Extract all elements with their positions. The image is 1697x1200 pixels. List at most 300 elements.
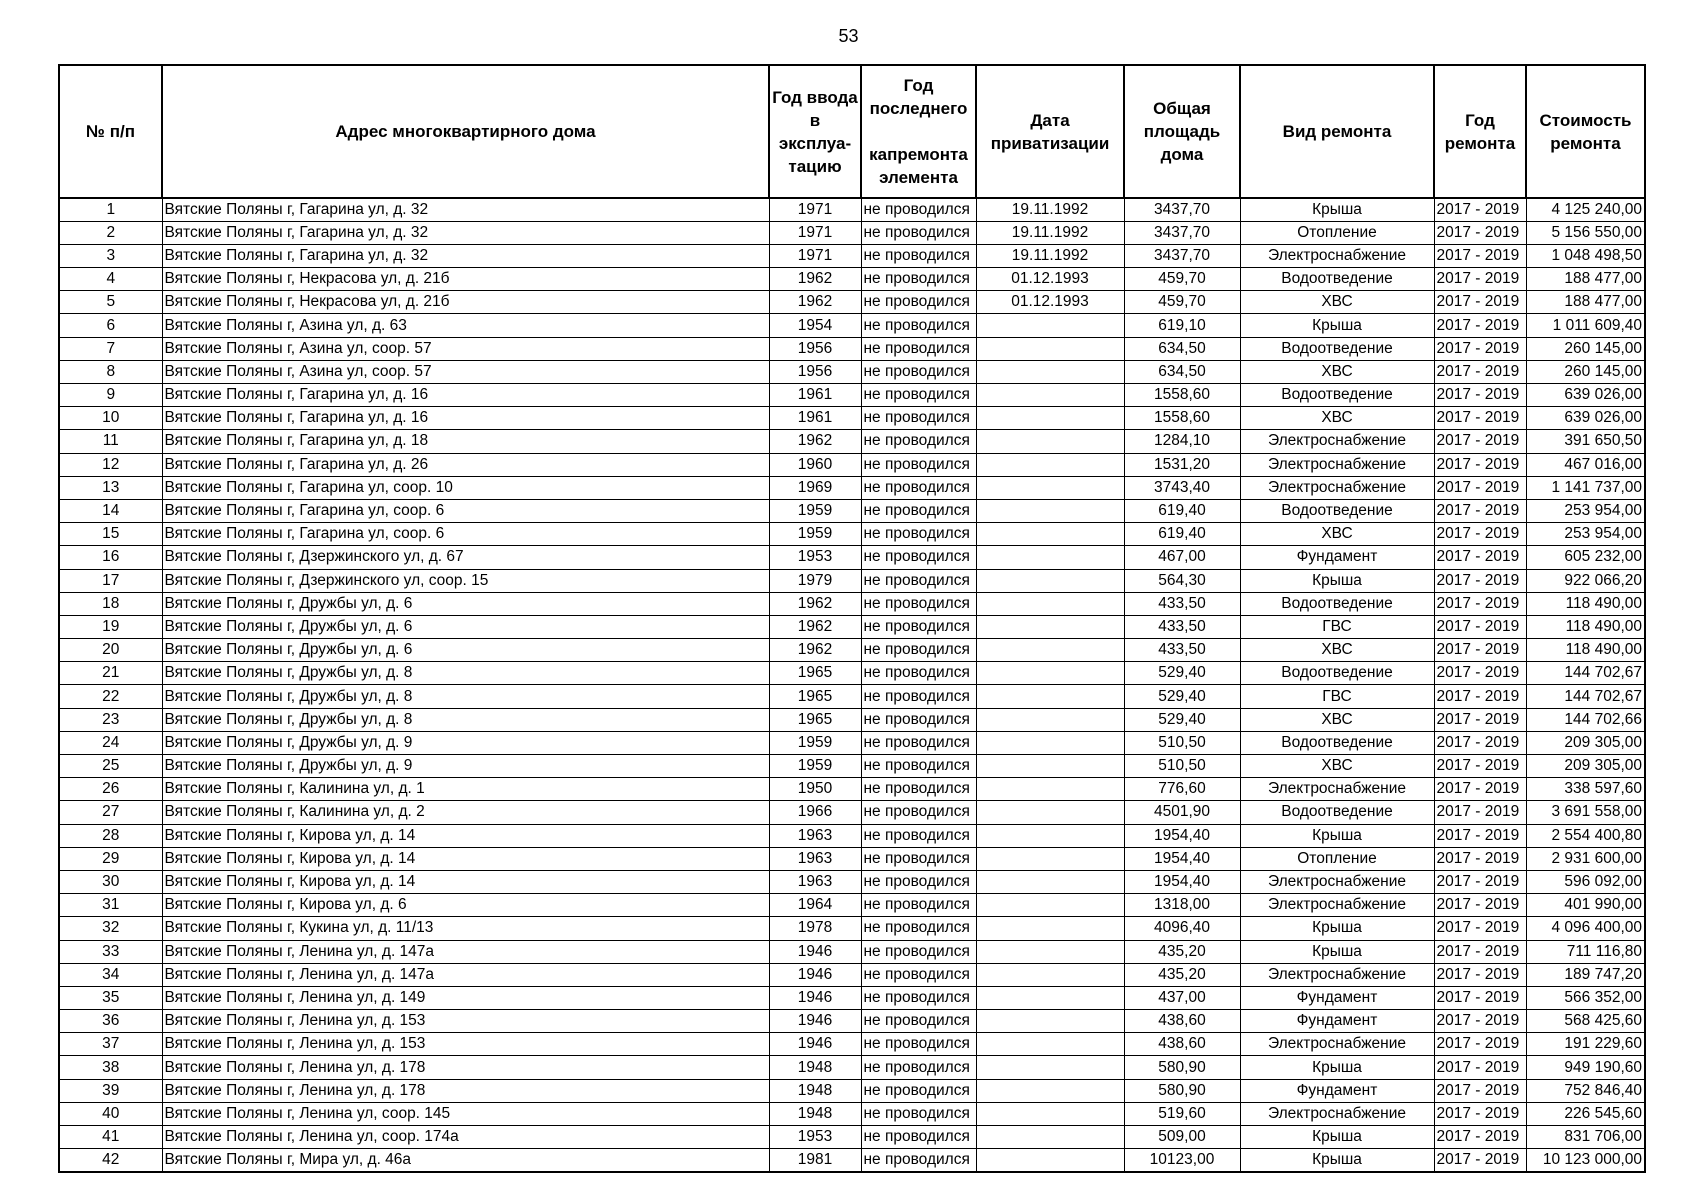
cell-year-built: 1971	[769, 244, 861, 267]
cell-cost: 639 026,00	[1526, 384, 1645, 407]
cell-repair-type: ХВС	[1240, 360, 1434, 383]
table-row	[59, 940, 1645, 963]
cell-repair-year: 2017 - 2019	[1434, 824, 1526, 847]
cell-year-built: 1962	[769, 430, 861, 453]
cell-cost: 596 092,00	[1526, 870, 1645, 893]
cell-repair-type: ХВС	[1240, 523, 1434, 546]
cell-num: 3	[59, 244, 162, 267]
cell-repair-type: Крыша	[1240, 198, 1434, 221]
header-repair-year: Год ремонта	[1434, 65, 1526, 198]
table-row	[59, 546, 1645, 569]
cell-area: 437,00	[1124, 986, 1240, 1009]
cell-repair-type: Фундамент	[1240, 986, 1434, 1009]
cell-privatization	[976, 615, 1124, 638]
cell-repair-type: Крыша	[1240, 824, 1434, 847]
cell-repair-year: 2017 - 2019	[1434, 986, 1526, 1009]
cell-cost: 188 477,00	[1526, 291, 1645, 314]
cell-num: 40	[59, 1102, 162, 1125]
cell-last-repair: не проводился	[861, 708, 976, 731]
cell-year-built: 1948	[769, 1079, 861, 1102]
cell-area: 459,70	[1124, 268, 1240, 291]
cell-privatization	[976, 894, 1124, 917]
cell-area: 10123,00	[1124, 1149, 1240, 1172]
cell-address: Вятские Поляны г, Ленина ул, соор. 145	[162, 1102, 769, 1125]
cell-area: 564,30	[1124, 569, 1240, 592]
cell-privatization	[976, 1149, 1124, 1172]
cell-repair-type: Фундамент	[1240, 1079, 1434, 1102]
cell-num: 38	[59, 1056, 162, 1079]
cell-cost: 260 145,00	[1526, 360, 1645, 383]
table-row	[59, 1079, 1645, 1102]
cell-privatization	[976, 963, 1124, 986]
cell-num: 19	[59, 615, 162, 638]
cell-address: Вятские Поляны г, Дзержинского ул, соор. 15	[162, 569, 769, 592]
cell-repair-type: ХВС	[1240, 291, 1434, 314]
cell-cost: 118 490,00	[1526, 615, 1645, 638]
cell-year-built: 1971	[769, 221, 861, 244]
cell-area: 435,20	[1124, 940, 1240, 963]
cell-area: 4501,90	[1124, 801, 1240, 824]
cell-last-repair: не проводился	[861, 986, 976, 1009]
cell-repair-type: Крыша	[1240, 1056, 1434, 1079]
cell-year-built: 1961	[769, 384, 861, 407]
cell-cost: 144 702,67	[1526, 662, 1645, 685]
table-row	[59, 1033, 1645, 1056]
table-row	[59, 569, 1645, 592]
cell-repair-year: 2017 - 2019	[1434, 592, 1526, 615]
cell-privatization	[976, 1056, 1124, 1079]
cell-repair-year: 2017 - 2019	[1434, 1056, 1526, 1079]
cell-year-built: 1965	[769, 662, 861, 685]
cell-privatization	[976, 847, 1124, 870]
cell-last-repair: не проводился	[861, 569, 976, 592]
cell-address: Вятские Поляны г, Гагарина ул, д. 32	[162, 198, 769, 221]
cell-last-repair: не проводился	[861, 824, 976, 847]
cell-num: 31	[59, 894, 162, 917]
cell-area: 509,00	[1124, 1126, 1240, 1149]
cell-num: 36	[59, 1010, 162, 1033]
cell-last-repair: не проводился	[861, 523, 976, 546]
cell-num: 2	[59, 221, 162, 244]
header-area: Общая площадь дома	[1124, 65, 1240, 198]
cell-privatization	[976, 870, 1124, 893]
cell-last-repair: не проводился	[861, 337, 976, 360]
table-row	[59, 360, 1645, 383]
cell-cost: 711 116,80	[1526, 940, 1645, 963]
cell-address: Вятские Поляны г, Калинина ул, д. 1	[162, 778, 769, 801]
table-row	[59, 407, 1645, 430]
cell-address: Вятские Поляны г, Ленина ул, соор. 174а	[162, 1126, 769, 1149]
cell-last-repair: не проводился	[861, 1056, 976, 1079]
cell-num: 23	[59, 708, 162, 731]
cell-cost: 5 156 550,00	[1526, 221, 1645, 244]
cell-address: Вятские Поляны г, Гагарина ул, соор. 10	[162, 476, 769, 499]
cell-repair-year: 2017 - 2019	[1434, 801, 1526, 824]
cell-area: 619,40	[1124, 523, 1240, 546]
cell-last-repair: не проводился	[861, 917, 976, 940]
cell-repair-year: 2017 - 2019	[1434, 1102, 1526, 1125]
cell-privatization	[976, 384, 1124, 407]
cell-privatization	[976, 592, 1124, 615]
cell-year-built: 1965	[769, 708, 861, 731]
cell-repair-type: Крыша	[1240, 1126, 1434, 1149]
cell-area: 1954,40	[1124, 847, 1240, 870]
cell-repair-type: Электроснабжение	[1240, 870, 1434, 893]
cell-last-repair: не проводился	[861, 1126, 976, 1149]
cell-last-repair: не проводился	[861, 940, 976, 963]
cell-repair-year: 2017 - 2019	[1434, 546, 1526, 569]
cell-repair-year: 2017 - 2019	[1434, 569, 1526, 592]
cell-num: 5	[59, 291, 162, 314]
cell-privatization	[976, 801, 1124, 824]
cell-area: 619,40	[1124, 499, 1240, 522]
cell-num: 21	[59, 662, 162, 685]
cell-repair-year: 2017 - 2019	[1434, 847, 1526, 870]
cell-area: 438,60	[1124, 1033, 1240, 1056]
cell-last-repair: не проводился	[861, 453, 976, 476]
cell-privatization	[976, 430, 1124, 453]
cell-year-built: 1962	[769, 592, 861, 615]
cell-area: 433,50	[1124, 639, 1240, 662]
cell-repair-type: Крыша	[1240, 1149, 1434, 1172]
cell-year-built: 1959	[769, 731, 861, 754]
cell-repair-type: Электроснабжение	[1240, 430, 1434, 453]
cell-repair-year: 2017 - 2019	[1434, 963, 1526, 986]
cell-area: 3437,70	[1124, 244, 1240, 267]
cell-year-built: 1946	[769, 1010, 861, 1033]
cell-cost: 4 096 400,00	[1526, 917, 1645, 940]
cell-privatization	[976, 1033, 1124, 1056]
cell-area: 433,50	[1124, 615, 1240, 638]
cell-privatization	[976, 476, 1124, 499]
cell-area: 438,60	[1124, 1010, 1240, 1033]
cell-privatization	[976, 778, 1124, 801]
header-repair-type: Вид ремонта	[1240, 65, 1434, 198]
cell-repair-type: Водоотведение	[1240, 592, 1434, 615]
cell-area: 634,50	[1124, 360, 1240, 383]
cell-year-built: 1946	[769, 1033, 861, 1056]
cell-cost: 3 691 558,00	[1526, 801, 1645, 824]
cell-repair-year: 2017 - 2019	[1434, 755, 1526, 778]
cell-last-repair: не проводился	[861, 1033, 976, 1056]
cell-privatization	[976, 1102, 1124, 1125]
cell-last-repair: не проводился	[861, 314, 976, 337]
cell-address: Вятские Поляны г, Дружбы ул, д. 8	[162, 685, 769, 708]
cell-repair-year: 2017 - 2019	[1434, 639, 1526, 662]
cell-last-repair: не проводился	[861, 244, 976, 267]
table-row	[59, 1149, 1645, 1172]
cell-address: Вятские Поляны г, Гагарина ул, д. 16	[162, 407, 769, 430]
page-number: 53	[838, 26, 859, 46]
cell-last-repair: не проводился	[861, 360, 976, 383]
cell-cost: 144 702,67	[1526, 685, 1645, 708]
table-row	[59, 453, 1645, 476]
cell-repair-type: ГВС	[1240, 615, 1434, 638]
cell-cost: 191 229,60	[1526, 1033, 1645, 1056]
cell-area: 4096,40	[1124, 917, 1240, 940]
cell-num: 16	[59, 546, 162, 569]
cell-address: Вятские Поляны г, Гагарина ул, д. 16	[162, 384, 769, 407]
cell-address: Вятские Поляны г, Азина ул, соор. 57	[162, 337, 769, 360]
cell-area: 529,40	[1124, 685, 1240, 708]
cell-area: 1558,60	[1124, 384, 1240, 407]
cell-area: 1284,10	[1124, 430, 1240, 453]
cell-year-built: 1954	[769, 314, 861, 337]
cell-address: Вятские Поляны г, Гагарина ул, д. 18	[162, 430, 769, 453]
cell-privatization: 01.12.1993	[976, 291, 1124, 314]
cell-repair-type: Крыша	[1240, 940, 1434, 963]
cell-last-repair: не проводился	[861, 894, 976, 917]
cell-repair-year: 2017 - 2019	[1434, 314, 1526, 337]
cell-year-built: 1966	[769, 801, 861, 824]
cell-last-repair: не проводился	[861, 615, 976, 638]
table-row	[59, 894, 1645, 917]
table-row	[59, 1056, 1645, 1079]
cell-privatization	[976, 360, 1124, 383]
cell-last-repair: не проводился	[861, 755, 976, 778]
cell-year-built: 1959	[769, 755, 861, 778]
cell-repair-year: 2017 - 2019	[1434, 917, 1526, 940]
cell-year-built: 1960	[769, 453, 861, 476]
cell-year-built: 1948	[769, 1056, 861, 1079]
cell-privatization	[976, 662, 1124, 685]
cell-cost: 922 066,20	[1526, 569, 1645, 592]
header-cost: Стоимость ремонта	[1526, 65, 1645, 198]
cell-repair-type: Водоотведение	[1240, 801, 1434, 824]
cell-area: 3437,70	[1124, 198, 1240, 221]
cell-repair-year: 2017 - 2019	[1434, 1010, 1526, 1033]
cell-num: 17	[59, 569, 162, 592]
cell-cost: 1 011 609,40	[1526, 314, 1645, 337]
cell-repair-type: Водоотведение	[1240, 662, 1434, 685]
cell-address: Вятские Поляны г, Гагарина ул, д. 32	[162, 221, 769, 244]
cell-privatization	[976, 337, 1124, 360]
cell-num: 4	[59, 268, 162, 291]
cell-num: 11	[59, 430, 162, 453]
cell-area: 1531,20	[1124, 453, 1240, 476]
cell-repair-type: Электроснабжение	[1240, 453, 1434, 476]
cell-year-built: 1964	[769, 894, 861, 917]
cell-year-built: 1965	[769, 685, 861, 708]
cell-last-repair: не проводился	[861, 1149, 976, 1172]
cell-num: 15	[59, 523, 162, 546]
cell-num: 24	[59, 731, 162, 754]
cell-address: Вятские Поляны г, Мира ул, д. 46а	[162, 1149, 769, 1172]
cell-area: 433,50	[1124, 592, 1240, 615]
cell-privatization: 19.11.1992	[976, 221, 1124, 244]
cell-cost: 118 490,00	[1526, 639, 1645, 662]
cell-last-repair: не проводился	[861, 1102, 976, 1125]
cell-repair-type: Крыша	[1240, 917, 1434, 940]
cell-cost: 605 232,00	[1526, 546, 1645, 569]
cell-repair-type: Водоотведение	[1240, 499, 1434, 522]
cell-area: 519,60	[1124, 1102, 1240, 1125]
cell-area: 3743,40	[1124, 476, 1240, 499]
cell-address: Вятские Поляны г, Кирова ул, д. 14	[162, 824, 769, 847]
cell-address: Вятские Поляны г, Кирова ул, д. 6	[162, 894, 769, 917]
cell-repair-year: 2017 - 2019	[1434, 268, 1526, 291]
cell-year-built: 1948	[769, 1102, 861, 1125]
cell-last-repair: не проводился	[861, 291, 976, 314]
cell-privatization	[976, 1079, 1124, 1102]
cell-address: Вятские Поляны г, Ленина ул, д. 147а	[162, 963, 769, 986]
cell-year-built: 1962	[769, 291, 861, 314]
cell-repair-year: 2017 - 2019	[1434, 430, 1526, 453]
table-row	[59, 1010, 1645, 1033]
cell-num: 37	[59, 1033, 162, 1056]
table-row	[59, 986, 1645, 1009]
table-row	[59, 337, 1645, 360]
cell-cost: 4 125 240,00	[1526, 198, 1645, 221]
cell-year-built: 1981	[769, 1149, 861, 1172]
cell-year-built: 1946	[769, 940, 861, 963]
cell-repair-type: Электроснабжение	[1240, 1102, 1434, 1125]
table-row	[59, 639, 1645, 662]
cell-year-built: 1962	[769, 615, 861, 638]
cell-repair-type: Электроснабжение	[1240, 963, 1434, 986]
cell-last-repair: не проводился	[861, 685, 976, 708]
cell-last-repair: не проводился	[861, 963, 976, 986]
cell-year-built: 1962	[769, 268, 861, 291]
cell-num: 41	[59, 1126, 162, 1149]
cell-last-repair: не проводился	[861, 476, 976, 499]
cell-num: 35	[59, 986, 162, 1009]
table-row	[59, 615, 1645, 638]
header-address: Адрес многоквартирного дома	[162, 65, 769, 198]
cell-repair-year: 2017 - 2019	[1434, 407, 1526, 430]
cell-address: Вятские Поляны г, Гагарина ул, д. 26	[162, 453, 769, 476]
table-row	[59, 801, 1645, 824]
cell-repair-type: Электроснабжение	[1240, 894, 1434, 917]
cell-privatization	[976, 986, 1124, 1009]
cell-privatization	[976, 940, 1124, 963]
cell-cost: 118 490,00	[1526, 592, 1645, 615]
cell-year-built: 1962	[769, 639, 861, 662]
cell-cost: 2 554 400,80	[1526, 824, 1645, 847]
cell-area: 1318,00	[1124, 894, 1240, 917]
cell-privatization	[976, 917, 1124, 940]
cell-address: Вятские Поляны г, Гагарина ул, д. 32	[162, 244, 769, 267]
cell-privatization	[976, 1126, 1124, 1149]
cell-area: 467,00	[1124, 546, 1240, 569]
cell-year-built: 1963	[769, 824, 861, 847]
cell-cost: 831 706,00	[1526, 1126, 1645, 1149]
cell-num: 42	[59, 1149, 162, 1172]
cell-year-built: 1956	[769, 360, 861, 383]
cell-address: Вятские Поляны г, Дружбы ул, д. 9	[162, 755, 769, 778]
cell-num: 18	[59, 592, 162, 615]
cell-num: 33	[59, 940, 162, 963]
cell-year-built: 1946	[769, 986, 861, 1009]
table-row	[59, 778, 1645, 801]
cell-year-built: 1956	[769, 337, 861, 360]
cell-privatization	[976, 546, 1124, 569]
cell-num: 20	[59, 639, 162, 662]
cell-address: Вятские Поляны г, Дружбы ул, д. 6	[162, 615, 769, 638]
cell-num: 7	[59, 337, 162, 360]
cell-num: 30	[59, 870, 162, 893]
cell-area: 776,60	[1124, 778, 1240, 801]
table-body	[59, 198, 1645, 1172]
cell-area: 1954,40	[1124, 870, 1240, 893]
cell-cost: 467 016,00	[1526, 453, 1645, 476]
cell-cost: 188 477,00	[1526, 268, 1645, 291]
cell-num: 10	[59, 407, 162, 430]
cell-last-repair: не проводился	[861, 592, 976, 615]
cell-repair-year: 2017 - 2019	[1434, 291, 1526, 314]
table-row	[59, 1102, 1645, 1125]
cell-last-repair: не проводился	[861, 731, 976, 754]
cell-repair-type: Электроснабжение	[1240, 1033, 1434, 1056]
cell-area: 510,50	[1124, 731, 1240, 754]
cell-last-repair: не проводился	[861, 801, 976, 824]
cell-address: Вятские Поляны г, Ленина ул, д. 153	[162, 1010, 769, 1033]
cell-repair-type: Электроснабжение	[1240, 476, 1434, 499]
cell-num: 12	[59, 453, 162, 476]
header-last-repair: Год последнего капремонта элемента	[861, 65, 976, 198]
table-row	[59, 824, 1645, 847]
cell-repair-year: 2017 - 2019	[1434, 1033, 1526, 1056]
cell-last-repair: не проводился	[861, 1079, 976, 1102]
cell-address: Вятские Поляны г, Некрасова ул, д. 21б	[162, 268, 769, 291]
cell-last-repair: не проводился	[861, 407, 976, 430]
table-row	[59, 268, 1645, 291]
table-row	[59, 430, 1645, 453]
cell-num: 13	[59, 476, 162, 499]
cell-repair-type: Водоотведение	[1240, 384, 1434, 407]
cell-privatization	[976, 755, 1124, 778]
cell-num: 25	[59, 755, 162, 778]
cell-repair-type: Крыша	[1240, 569, 1434, 592]
cell-cost: 949 190,60	[1526, 1056, 1645, 1079]
cell-address: Вятские Поляны г, Кукина ул, д. 11/13	[162, 917, 769, 940]
cell-area: 1558,60	[1124, 407, 1240, 430]
cell-cost: 253 954,00	[1526, 499, 1645, 522]
cell-repair-year: 2017 - 2019	[1434, 894, 1526, 917]
cell-repair-year: 2017 - 2019	[1434, 337, 1526, 360]
cell-last-repair: не проводился	[861, 847, 976, 870]
cell-privatization: 19.11.1992	[976, 198, 1124, 221]
cell-repair-year: 2017 - 2019	[1434, 615, 1526, 638]
cell-repair-type: Водоотведение	[1240, 268, 1434, 291]
cell-repair-type: Фундамент	[1240, 546, 1434, 569]
cell-address: Вятские Поляны г, Ленина ул, д. 178	[162, 1056, 769, 1079]
cell-address: Вятские Поляны г, Дружбы ул, д. 6	[162, 592, 769, 615]
cell-cost: 209 305,00	[1526, 731, 1645, 754]
cell-year-built: 1961	[769, 407, 861, 430]
cell-repair-year: 2017 - 2019	[1434, 1149, 1526, 1172]
cell-year-built: 1963	[769, 870, 861, 893]
cell-privatization	[976, 708, 1124, 731]
table-row	[59, 1126, 1645, 1149]
table-row	[59, 963, 1645, 986]
cell-year-built: 1946	[769, 963, 861, 986]
cell-area: 580,90	[1124, 1056, 1240, 1079]
cell-privatization	[976, 453, 1124, 476]
table-row	[59, 917, 1645, 940]
cell-address: Вятские Поляны г, Дружбы ул, д. 9	[162, 731, 769, 754]
cell-cost: 752 846,40	[1526, 1079, 1645, 1102]
cell-repair-year: 2017 - 2019	[1434, 1079, 1526, 1102]
cell-last-repair: не проводился	[861, 384, 976, 407]
cell-privatization	[976, 407, 1124, 430]
header-privatization: Дата приватизации	[976, 65, 1124, 198]
cell-repair-type: ГВС	[1240, 685, 1434, 708]
cell-num: 9	[59, 384, 162, 407]
cell-repair-year: 2017 - 2019	[1434, 1126, 1526, 1149]
cell-repair-year: 2017 - 2019	[1434, 523, 1526, 546]
cell-cost: 338 597,60	[1526, 778, 1645, 801]
